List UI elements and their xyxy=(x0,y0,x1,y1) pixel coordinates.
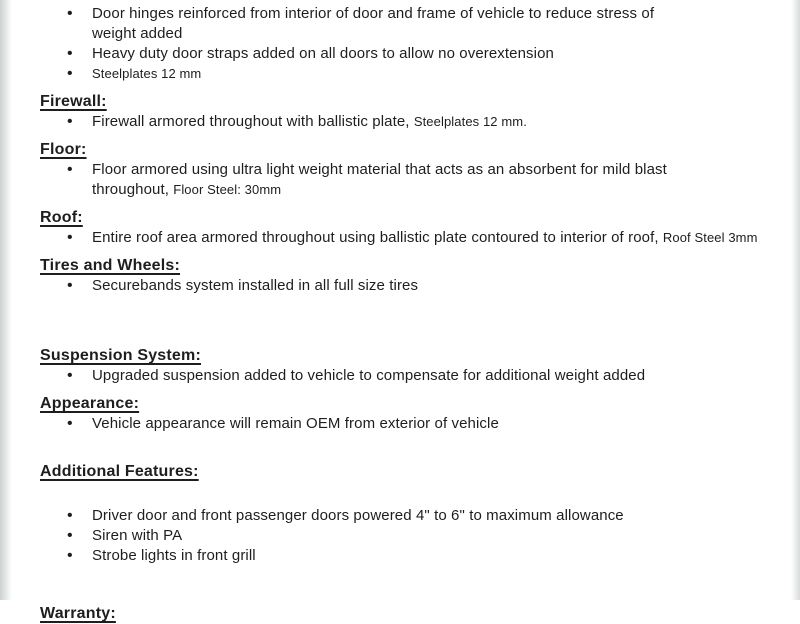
section-heading: Appearance: xyxy=(40,395,140,412)
intro-bullet-list xyxy=(0,4,800,84)
section-tires-and-wheels xyxy=(0,248,800,296)
section-additional-features xyxy=(0,454,800,566)
section-bullet-list xyxy=(0,506,800,566)
bullet-item xyxy=(0,276,800,296)
bullet-item xyxy=(0,4,682,44)
bullet-item xyxy=(0,64,800,84)
bullet-text: Entire roof area armored throughout using ballistic plate contoured to interior of roof, xyxy=(92,229,659,246)
bullet-text: Upgraded suspension added to vehicle to compensate for additional weight added xyxy=(92,367,646,384)
section-appearance xyxy=(0,386,800,434)
bullet-text: Vehicle appearance will remain OEM from exterior of vehicle xyxy=(92,415,499,432)
bullet-text: Floor armored using ultra light weight material that acts as an absorbent for mild blast throughout, xyxy=(92,161,667,198)
section-bullet-list xyxy=(0,228,800,248)
section-bullet-list xyxy=(0,366,800,386)
section-heading: Suspension System: xyxy=(40,347,201,364)
bullet-item xyxy=(0,526,800,546)
section-heading: Roof: xyxy=(40,209,83,226)
bullet-text: Firewall armored throughout with ballistic plate, xyxy=(92,113,410,130)
section-roof xyxy=(0,200,800,248)
bullet-item xyxy=(0,546,800,566)
section-suspension-system xyxy=(0,338,800,386)
bullet-text: Heavy duty door straps added on all doors to allow no overextension xyxy=(92,45,554,62)
section-heading: Additional Features: xyxy=(40,463,199,480)
bullet-text-small: Steelplates 12 mm. xyxy=(413,114,527,129)
section-heading: Tires and Wheels: xyxy=(40,257,181,274)
section-heading: Firewall: xyxy=(40,93,107,110)
bullet-text: Securebands system installed in all full size tires xyxy=(92,277,419,294)
bullet-text-small: Steelplates 12 mm xyxy=(92,66,202,81)
bullet-text: Siren with PA xyxy=(92,527,183,544)
section-floor xyxy=(0,132,800,200)
bullet-text: Strobe lights in front grill xyxy=(92,547,256,564)
bullet-text: Door hinges reinforced from interior of door and frame of vehicle to reduce stress of weight added xyxy=(92,5,655,42)
bullet-item xyxy=(0,44,800,64)
bullet-item xyxy=(0,414,800,434)
bullet-text-small: Roof Steel 3mm xyxy=(662,230,758,245)
section-list xyxy=(0,84,800,624)
bullet-item xyxy=(0,228,800,248)
bullet-text: Driver door and front passenger doors powered 4" to 6" to maximum allowance xyxy=(92,507,624,524)
section-warranty xyxy=(0,596,800,624)
section-heading: Warranty: xyxy=(40,605,116,622)
section-bullet-list xyxy=(0,160,800,200)
bullet-item xyxy=(0,366,800,386)
section-heading: Floor: xyxy=(40,141,87,158)
bullet-text-small: Floor Steel: 30mm xyxy=(173,182,282,197)
bullet-item xyxy=(0,112,800,132)
section-firewall xyxy=(0,84,800,132)
section-bullet-list xyxy=(0,276,800,296)
section-bullet-list xyxy=(0,414,800,434)
bullet-item xyxy=(0,506,800,526)
bullet-item xyxy=(0,160,692,200)
section-bullet-list xyxy=(0,112,800,132)
